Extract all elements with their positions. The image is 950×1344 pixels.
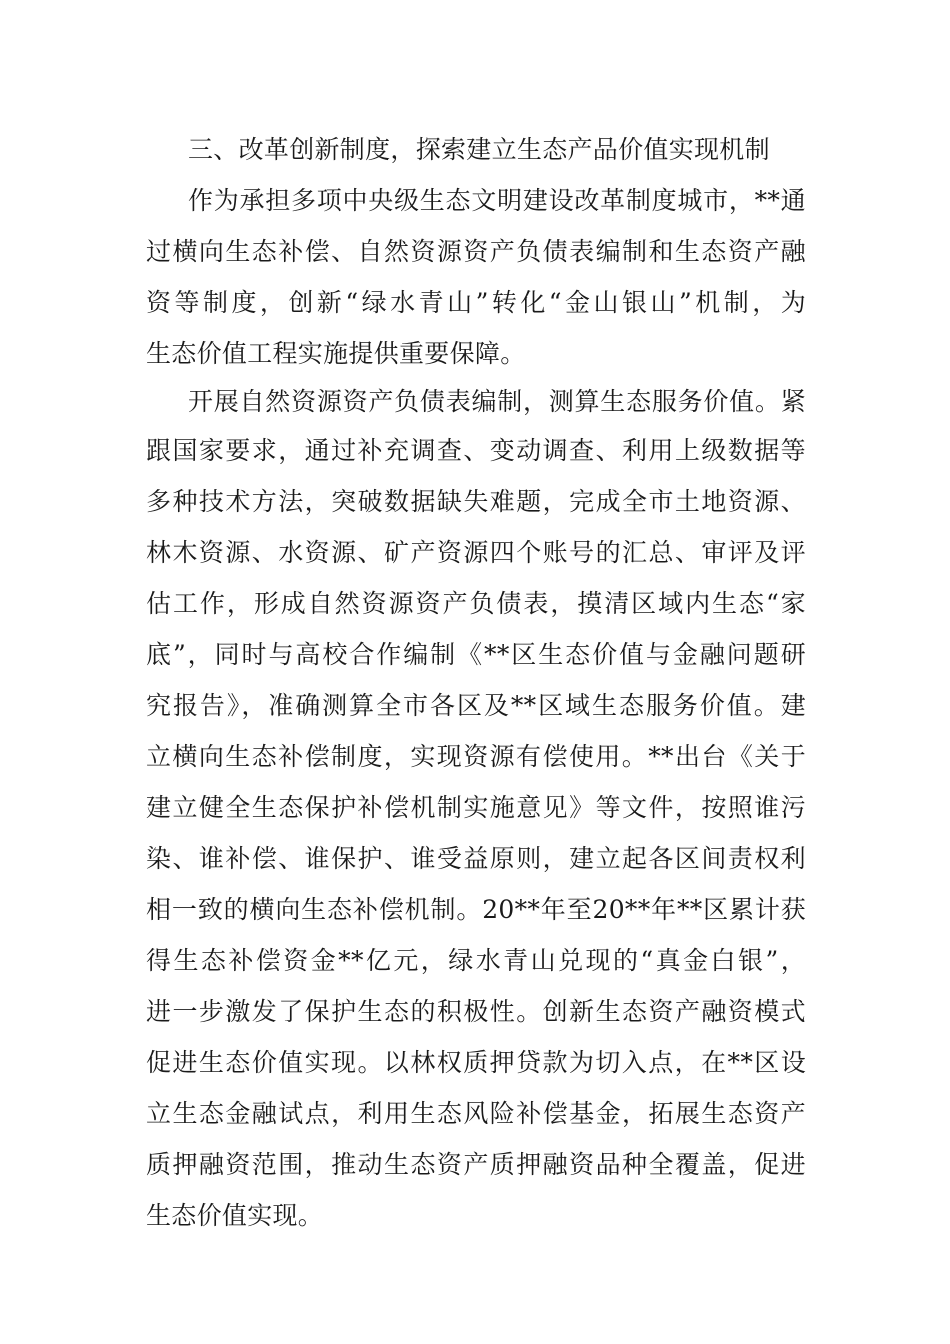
paragraph-line: 多种技术方法，突破数据缺失难题，完成全市土地资源、 — [146, 487, 806, 516]
paragraph-line: 建立健全生态保护补偿机制实施意见》等文件，按照谁污 — [146, 793, 806, 822]
paragraph-line: 跟国家要求，通过补充调查、变动调查、利用上级数据等 — [146, 436, 806, 465]
paragraph-line: 得生态补偿资金**亿元，绿水青山兑现的“真金白银”， — [146, 946, 806, 975]
paragraph-line: 过横向生态补偿、自然资源资产负债表编制和生态资产融 — [146, 237, 806, 266]
section-heading: 三、改革创新制度，探索建立生态产品价值实现机制 — [188, 135, 770, 164]
paragraph-line: 质押融资范围，推动生态资产质押融资品种全覆盖，促进 — [146, 1150, 806, 1179]
paragraph-line: 促进生态价值实现。以林权质押贷款为切入点，在**区设 — [146, 1048, 806, 1077]
paragraph-line: 林木资源、水资源、矿产资源四个账号的汇总、审评及评 — [146, 538, 806, 567]
paragraph-line: 资等制度，创新“绿水青山”转化“金山银山”机制，为 — [146, 288, 806, 317]
paragraph-line: 开展自然资源资产负债表编制，测算生态服务价值。紧 — [188, 387, 806, 416]
paragraph-line: 究报告》，准确测算全市各区及**区域生态服务价值。建 — [146, 691, 806, 720]
paragraph-line: 染、谁补偿、谁保护、谁受益原则，建立起各区间责权利 — [146, 844, 806, 873]
paragraph-line: 生态价值工程实施提供重要保障。 — [146, 339, 526, 368]
paragraph-line: 估工作，形成自然资源资产负债表，摸清区域内生态“家 — [146, 589, 806, 618]
paragraph-line: 生态价值实现。 — [146, 1201, 324, 1230]
paragraph-line: 立生态金融试点，利用生态风险补偿基金，拓展生态资产 — [146, 1099, 806, 1128]
paragraph-line: 底”，同时与高校合作编制《**区生态价值与金融问题研 — [146, 640, 806, 669]
paragraph-line: 进一步激发了保护生态的积极性。创新生态资产融资模式 — [146, 997, 806, 1026]
paragraph-line: 作为承担多项中央级生态文明建设改革制度城市，**通 — [188, 186, 806, 215]
paragraph-line: 相一致的横向生态补偿机制。20**年至20**年**区累计获 — [146, 895, 806, 924]
paragraph-line: 立横向生态补偿制度，实现资源有偿使用。**出台《关于 — [146, 742, 806, 771]
